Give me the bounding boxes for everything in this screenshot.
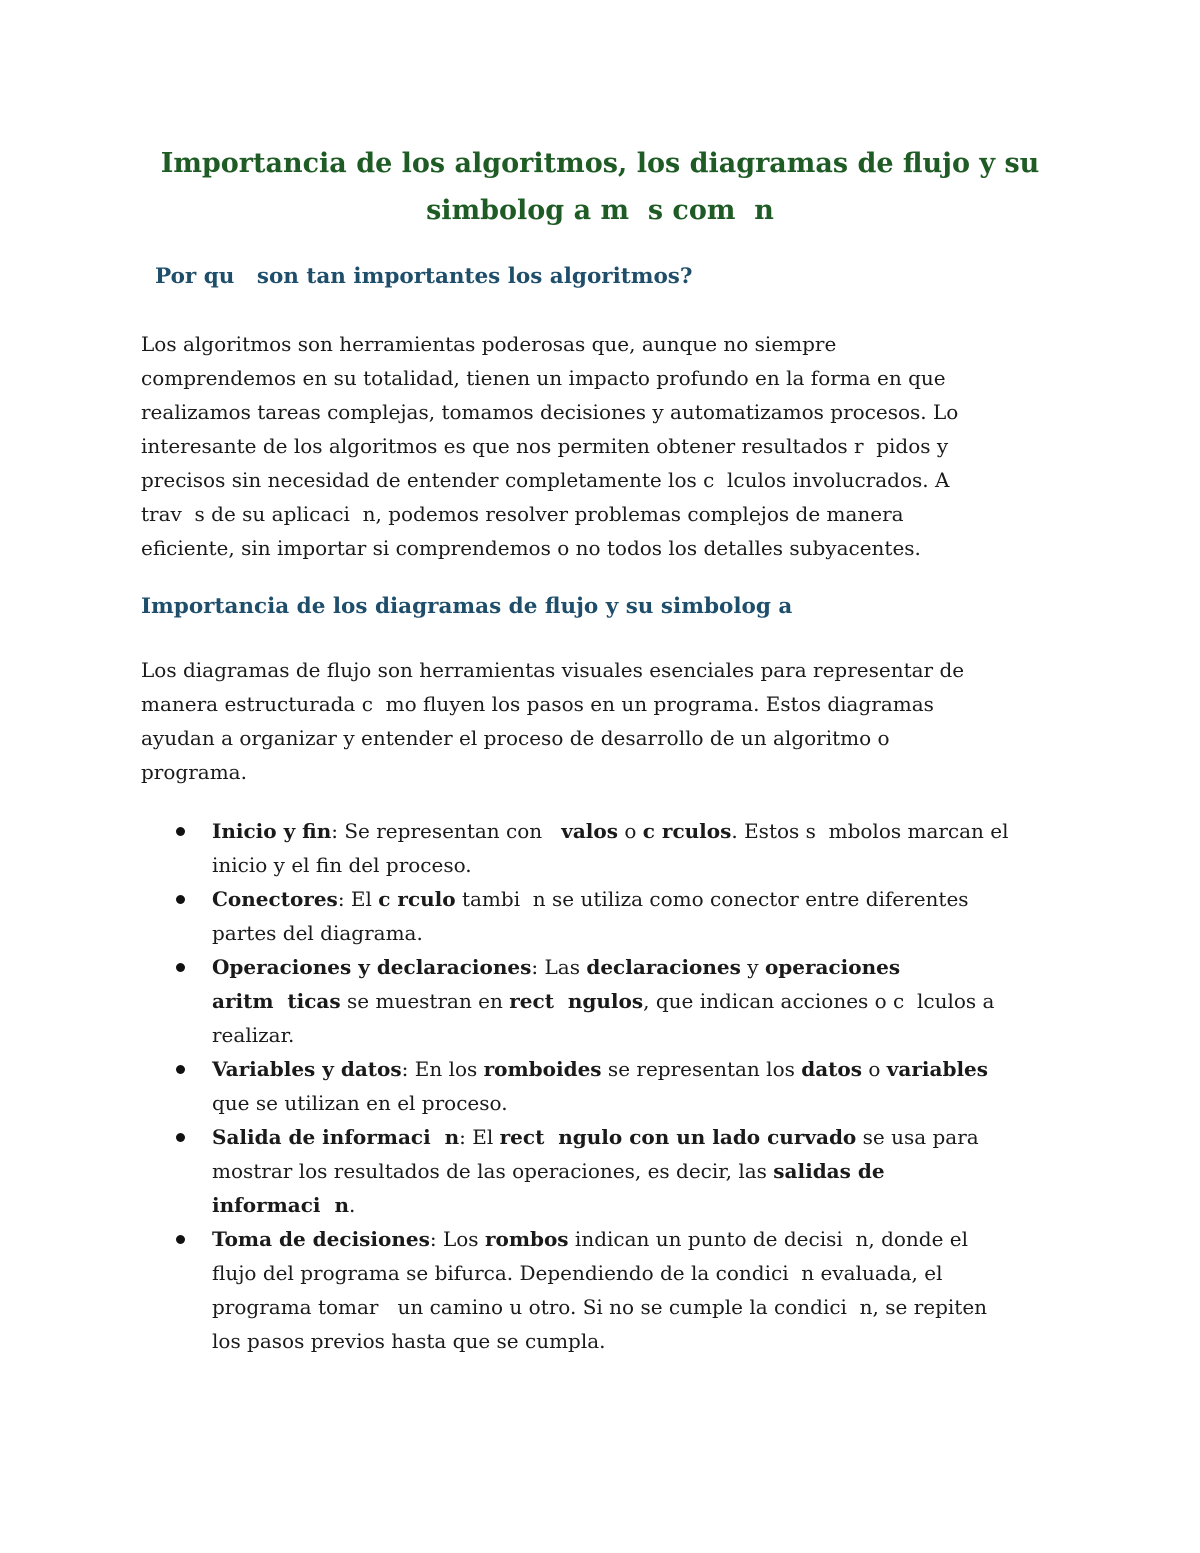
- list-line: [212, 1188, 1071, 1222]
- bold-term: declaraciones: [586, 955, 741, 979]
- title-line-2: simbolog a m s com n: [426, 195, 774, 226]
- bullet-icon: [176, 1133, 185, 1142]
- list-line: programa tomar un camino u otro. Si no se cumple la condici n, se repiten: [212, 1295, 988, 1319]
- list-line: [212, 1120, 1071, 1154]
- paragraph-line: ayudan a organizar y entender el proceso de desarrollo de un algoritmo o: [141, 726, 890, 750]
- list-line: realizar.: [212, 1023, 295, 1047]
- list-line: flujo del programa se bifurca. Dependiendo de la condici n evaluada, el: [212, 1261, 943, 1285]
- list-item-inicio-fin: [141, 814, 1071, 882]
- list-text: : Se representan con: [331, 819, 562, 843]
- list-item-conectores: [141, 882, 1071, 950]
- bold-term: romboides: [483, 1057, 602, 1081]
- title-line-1: Importancia de los algoritmos, los diagramas de flujo y su: [160, 148, 1040, 179]
- bold-term: Toma de decisiones: [212, 1227, 430, 1251]
- list-line: los pasos previos hasta que se cumpla.: [212, 1329, 606, 1353]
- paragraph-line: manera estructurada c mo fluyen los pasos en un programa. Estos diagramas: [141, 692, 934, 716]
- list-line: inicio y el fin del proceso.: [212, 853, 472, 877]
- list-line: partes del diagrama.: [212, 921, 423, 945]
- list-text: : El: [459, 1125, 500, 1149]
- bold-term: Conectores: [212, 887, 338, 911]
- list-line: [212, 1154, 1071, 1188]
- bold-term: operaciones: [764, 955, 901, 979]
- list-line: [212, 882, 1071, 916]
- list-item-salida: [141, 1120, 1071, 1222]
- list-text: indican un punto de decisi n, donde el: [568, 1227, 969, 1251]
- bold-term: rect ngulos: [509, 989, 644, 1013]
- list-text: se representan los: [601, 1057, 802, 1081]
- list-text: , que indican acciones o c lculos a: [643, 989, 995, 1013]
- paragraph-line: Los algoritmos son herramientas poderosas que, aunque no siempre: [141, 332, 837, 356]
- paragraph-line: realizamos tareas complejas, tomamos decisiones y automatizamos procesos. Lo: [141, 400, 959, 424]
- paragraph-line: interesante de los algoritmos es que nos permiten obtener resultados r pidos y: [141, 434, 949, 458]
- list-item-variables: [141, 1052, 1071, 1120]
- paragraph-line: trav s de su aplicaci n, podemos resolver problemas complejos de manera: [141, 502, 904, 526]
- bold-term: c rculo: [378, 887, 456, 911]
- bold-term: Salida de informaci n: [212, 1125, 460, 1149]
- bold-term: variables: [886, 1057, 989, 1081]
- bullet-icon: [176, 963, 185, 972]
- list-line: [212, 950, 1071, 984]
- bullet-icon: [176, 1065, 185, 1074]
- list-line: que se utilizan en el proceso.: [212, 1091, 508, 1115]
- bold-term: informaci n: [212, 1193, 349, 1217]
- bold-term: datos: [801, 1057, 863, 1081]
- bold-term: rect ngulo con un lado curvado: [499, 1125, 857, 1149]
- bold-term: Variables y datos: [212, 1057, 402, 1081]
- list-line: [212, 1052, 1071, 1086]
- list-text: o: [862, 1057, 887, 1081]
- list-text: se usa para: [856, 1125, 979, 1149]
- bullet-icon: [176, 827, 185, 836]
- flowchart-symbols-list: [141, 814, 1071, 1358]
- bold-term: Operaciones y declaraciones: [212, 955, 532, 979]
- list-text: o: [618, 819, 643, 843]
- list-text: : Los: [429, 1227, 485, 1251]
- list-line: [212, 814, 1071, 848]
- paragraph-line: eficiente, sin importar si comprendemos o no todos los detalles subyacentes.: [141, 536, 921, 560]
- list-text: : El: [337, 887, 379, 911]
- list-text: . Estos s mbolos marcan el: [731, 819, 1009, 843]
- list-item-operaciones: [141, 950, 1071, 1052]
- bold-term: salidas de: [773, 1159, 885, 1183]
- paragraph-line: programa.: [141, 760, 247, 784]
- bold-term: Inicio y fin: [212, 819, 332, 843]
- document-title: [120, 140, 1080, 234]
- list-text: : En los: [401, 1057, 484, 1081]
- bold-term: rombos: [484, 1227, 569, 1251]
- bold-term: aritm ticas: [212, 989, 341, 1013]
- bullet-icon: [176, 895, 185, 904]
- bullet-icon: [176, 1235, 185, 1244]
- list-text: .: [348, 1193, 356, 1217]
- list-text: : Las: [531, 955, 587, 979]
- list-text: mostrar los resultados de las operaciones, es decir, las: [212, 1159, 774, 1183]
- section-heading-algorithms: Por qu son tan importantes los algoritmos?: [155, 264, 693, 289]
- list-text: se muestran en: [340, 989, 510, 1013]
- bold-term: c rculos: [642, 819, 732, 843]
- list-line: [212, 984, 1071, 1018]
- list-item-toma-decisiones: [141, 1222, 1071, 1358]
- bold-term: valos: [561, 819, 618, 843]
- list-text: tambi n se utiliza como conector entre diferentes: [455, 887, 969, 911]
- paragraph-line: Los diagramas de flujo son herramientas visuales esenciales para representar de: [141, 658, 965, 682]
- paragraph-line: precisos sin necesidad de entender completamente los c lculos involucrados. A: [141, 468, 950, 492]
- paragraph-line: comprendemos en su totalidad, tienen un impacto profundo en la forma en que: [141, 366, 946, 390]
- paragraph-flowcharts: [141, 653, 1071, 789]
- list-line: [212, 1222, 1071, 1256]
- list-text: y: [740, 955, 765, 979]
- paragraph-algorithms: [141, 327, 1071, 565]
- section-heading-flowcharts: Importancia de los diagramas de flujo y su simbolog a: [141, 594, 793, 619]
